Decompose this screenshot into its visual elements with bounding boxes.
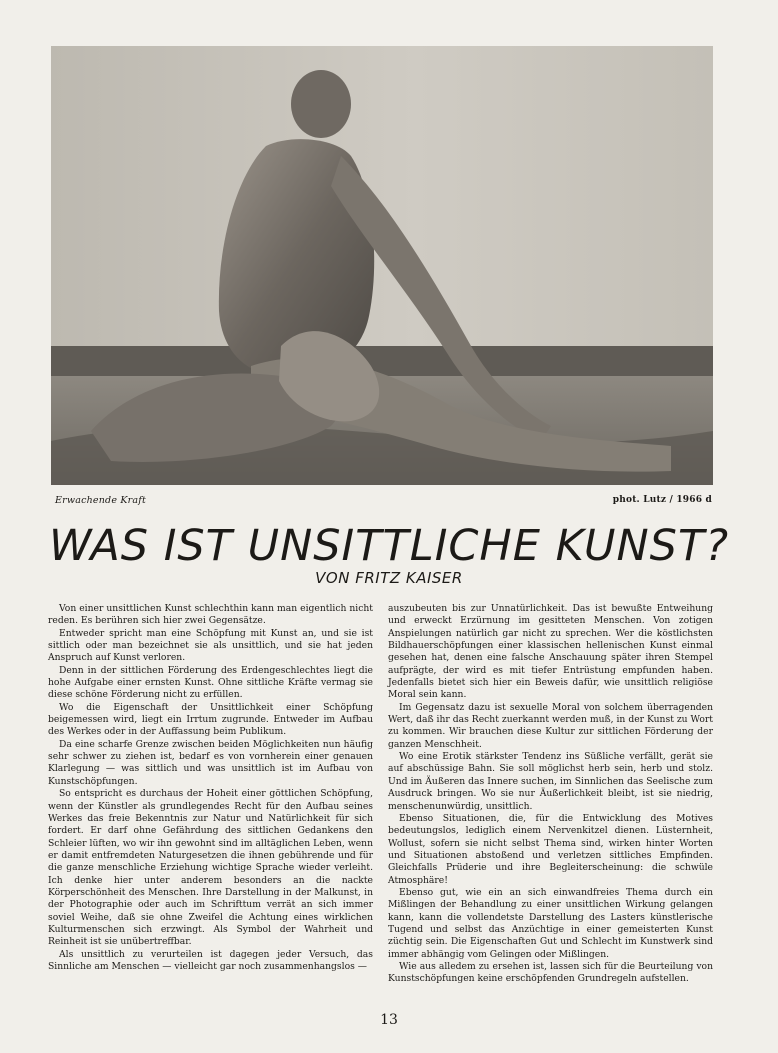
paragraph: Wie aus alledem zu ersehen ist, lassen sich für die Beurteilung von Kunstschöpfungen keine erschöpfenden Grundregeln aufstellen.: [388, 960, 713, 985]
paragraph: So entspricht es durchaus der Hoheit einer göttlichen Schöpfung, wenn der Künstler als grundlegendes Recht für den Aufbau seines Werkes das freie Bekenntnis zur Natur und Natürlichkeit für sich fordert. Er darf ohne Gefährdung des sittlichen Gedankens den Schleier lüften, wo wir ihn gewohnt sind im alltäglichen Leben, wenn er damit entfremdeten Naturgesetzen die ihnen gebührende und für die ganze menschliche Erziehung wichtige Sprache wieder verleiht. Ich denke hier unter anderem besonders an die nackte Körperschönheit des Menschen. Ihre Darstellung in der Malkunst, in der Photographie oder auch im Schrifttum verrät an sich immer soviel Weihe, daß sie ohne Zweifel die Achtung eines wirklichen Kulturmenschen sich erzwingt. Als Symbol der Wahrheit und Reinheit ist sie unübertreffbar.: [48, 788, 373, 948]
photograph-seated-figure: [51, 46, 713, 485]
article-author: VON FRITZ KAISER: [315, 569, 463, 587]
paragraph-continued: auszubeuten bis zur Unnatürlichkeit. Das ist bewußte Entweihung und erweckt Erzürnung im gesitteten Menschen. Von zotigen Anspielungen natürlich gar nicht zu sprechen. Wer die köstlichsten Bildhauerschöpfungen einer klassischen hellenischen Kunst einmal gesehen hat, denen eine falsche Anschauung später ihren Stempel aufprägte, der wird es mit tiefer Entrüstung empfunden haben. Jedenfalls bietet sich hier ein Beweis dafür, wie unsittlich religiöse Moral sein kann.: [388, 603, 713, 701]
paragraph: Denn in der sittlichen Förderung des Erdengeschlechtes liegt die hohe Aufgabe einer ernsten Kunst. Ohne sittliche Kräfte vermag sie diese schöne Förderung nicht zu erfüllen.: [48, 664, 373, 701]
paragraph: Ebenso Situationen, die, für die Entwicklung des Motives bedeutungslos, lediglich einem Nervenkitzel dienen. Lüsternheit, Wollust, sofern sie nicht selbst Thema sind, wirken hinter Worten und Situationen abstoßend und verletzen sittliches Empfinden. Gleichfalls Prüderie und ihre Begleiterscheinung: die schwüle Atmosphäre!: [388, 812, 713, 886]
paragraph: Wo die Eigenschaft der Unsittlichkeit einer Schöpfung beigemessen wird, liegt ein Irrtum zugrunde. Entweder im Aufbau des Werkes oder in der Auffassung beim Publikum.: [48, 701, 373, 738]
article-column-left: [48, 603, 373, 973]
paragraph: Da eine scharfe Grenze zwischen beiden Möglichkeiten nun häufig sehr schwer zu ziehen ist, bedarf es von vornherein einer genauen Klarlegung — was sittlich und was unsittlich ist im Aufbau von Kunstschöpfungen.: [48, 738, 373, 787]
paragraph: Entweder spricht man eine Schöpfung mit Kunst an, und sie ist sittlich oder man bezeichnet sie als unsittlich, und sie hat jeden Anspruch auf Kunst verloren.: [48, 627, 373, 664]
paragraph: Ebenso gut, wie ein an sich einwandfreies Thema durch ein Mißlingen der Behandlung zu einer unsittlichen Wirkung gelangen kann, kann die vollendetste Darstellung des Lasters künstlerische Tugend und selbst das Anzüchtige in einer gemeisterten Kunst züchtig sein. Die Eigenschaften Gut und Schlecht im Kunstwerk sind immer abhängig vom Gelingen oder Mißlingen.: [388, 886, 713, 960]
paragraph: Als unsittlich zu verurteilen ist dagegen jeder Versuch, das Sinnliche am Menschen — vielleicht gar noch zusammenhangslos —: [48, 948, 373, 972]
photo-credit: phot. Lutz / 1966 d: [612, 495, 712, 505]
paragraph: Im Gegensatz dazu ist sexuelle Moral von solchem überragenden Wert, daß ihr das Recht zuerkannt werden muß, in der Kunst zu Wort zu kommen. Wir brauchen diese Kultur zur sittlichen Förderung der ganzen Menschheit.: [388, 701, 713, 750]
article-column-right: [388, 603, 713, 986]
photo-caption: Erwachende Kraft: [55, 495, 147, 506]
article-title: WAS IST UNSITTLICHE KUNST?: [48, 521, 730, 571]
paragraph: Von einer unsittlichen Kunst schlechthin kann man eigentlich nicht reden. Es berühren sich hier zwei Gegensätze.: [48, 603, 373, 627]
paragraph: Wo eine Erotik stärkster Tendenz ins Süßliche verfällt, gerät sie auf abschüssige Bahn. Sie soll möglichst herb sein, herb und stolz. Und im Äußeren das Innere suchen, im Sinnlichen das Seelische zum Ausdruck bringen. Wo sie nur Äußerlichkeit bleibt, ist sie niedrig, menschenunwürdig, unsittlich.: [388, 751, 713, 812]
photo-artwork: [51, 46, 713, 485]
page-number: 13: [380, 1012, 398, 1028]
